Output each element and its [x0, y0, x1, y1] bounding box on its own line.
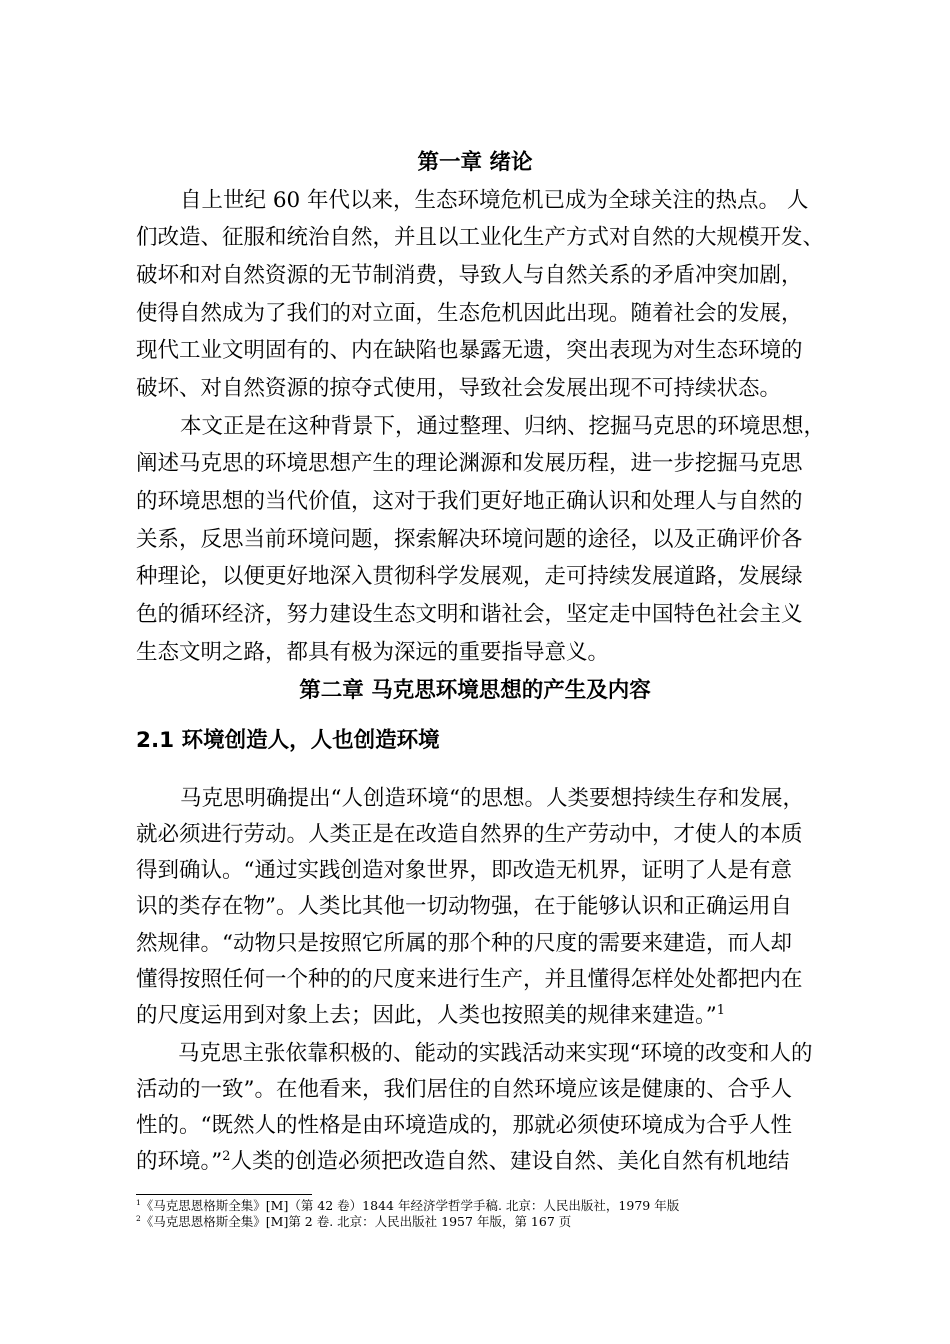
ch1-p2-line-2: 阐述马克思的环境思想产生的理论渊源和发展历程，进一步挖掘马克思 [136, 451, 803, 476]
footnote-2-mark: 2 [136, 1213, 141, 1223]
ch2-p1-line-7-text: 的尺度运用到对象上去；因此，人类也按照美的规律来建造。” [136, 1003, 717, 1028]
chapter-1-title: 第一章 绪论 [417, 150, 533, 175]
ch1-p1-line-5: 现代工业文明固有的、内在缺陷也暴露无遗，突出表现为对生态环境的 [136, 338, 803, 363]
ch1-p2-line-6: 色的循环经济，努力建设生态文明和谐社会，坚定走中国特色社会主义 [136, 602, 803, 627]
ch2-p1-line-2: 就必须进行劳动。人类正是在改造自然界的生产劳动中，才使人的本质 [136, 822, 803, 847]
ch1-p2-line-1: 本文正是在这种背景下，通过整理、归纳、挖掘马克思的环境思想， [180, 414, 826, 439]
footnote-separator [136, 1194, 312, 1195]
footnote-2-text: 《马克思恩格斯全集》[M]第 2 卷. 北京：人民出版社 1957 年版，第 167 页 [140, 1214, 572, 1229]
ch2-p1-line-1: 马克思明确提出“人创造环境“的思想。人类要想持续生存和发展， [180, 786, 804, 811]
ch1-p1-line-4: 使得自然成为了我们的对立面，生态危机因此出现。随着社会的发展， [136, 301, 803, 326]
ch1-p1-line-6: 破坏、对自然资源的掠夺式使用，导致社会发展出现不可持续状态。 [136, 376, 782, 401]
ch2-p1-line-7 [136, 1002, 725, 1028]
ch2-p2-line-2: 活动的一致”。在他看来，我们居住的自然环境应该是健康的、合乎人 [136, 1077, 792, 1102]
ch2-p1-line-3: 得到确认。“通过实践创造对象世界，即改造无机界，证明了人是有意 [136, 858, 792, 883]
ch2-p2-line-4-after: 人类的创造必须把改造自然、建设自然、美化自然有机地结 [230, 1149, 790, 1174]
footnote-1-mark: 1 [136, 1197, 141, 1207]
ch2-p2-line-4 [136, 1148, 790, 1174]
ch2-p1-line-4: 识的类存在物”。人类比其他一切动物强，在于能够认识和正确运用自 [136, 894, 792, 919]
footnote-2 [136, 1213, 572, 1229]
ch2-p2-line-3: 性的。“既然人的性格是由环境造成的，那就必须使环境成为合乎人性 [136, 1113, 792, 1138]
ch2-p2-line-1: 马克思主张依靠积极的、能动的实践活动来实现“环境的改变和人的 [178, 1041, 813, 1066]
section-2-1-title: 2.1 环境创造人，人也创造环境 [136, 728, 440, 753]
footnote-1-text: 《马克思恩格斯全集》[M]（第 42 卷）1844 年经济学哲学手稿. 北京：人民出版社，1979 年版 [140, 1198, 680, 1213]
ch1-p2-line-3: 的环境思想的当代价值，这对于我们更好地正确认识和处理人与自然的 [136, 489, 803, 514]
ch1-p2-line-5: 种理论，以便更好地深入贯彻科学发展观，走可持续发展道路，发展绿 [136, 564, 803, 589]
footnote-ref-2[interactable]: 2 [222, 1148, 231, 1164]
ch1-p1-line-1: 自上世纪 60 年代以来，生态环境危机已成为全球关注的热点。 人 [180, 188, 809, 213]
chapter-2-title: 第二章 马克思环境思想的产生及内容 [299, 678, 651, 703]
ch2-p1-line-5: 然规律。“动物只是按照它所属的那个种的尺度的需要来建造，而人却 [136, 931, 792, 956]
ch1-p2-line-4: 关系，反思当前环境问题，探索解决环境问题的途径，以及正确评价各 [136, 527, 803, 552]
ch1-p1-line-2: 们改造、征服和统治自然，并且以工业化生产方式对自然的大规模开发、 [136, 225, 825, 250]
footnote-1 [136, 1197, 680, 1213]
ch1-p1-line-3: 破坏和对自然资源的无节制消费，导致人与自然关系的矛盾冲突加剧， [136, 263, 803, 288]
ch2-p1-line-6: 懂得按照任何一个种的的尺度来进行生产，并且懂得怎样处处都把内在 [136, 967, 803, 992]
ch2-p2-line-4-before: 的环境。” [136, 1149, 223, 1174]
ch1-p2-line-7: 生态文明之路，都具有极为深远的重要指导意义。 [136, 640, 610, 665]
footnote-ref-1[interactable]: 1 [716, 1002, 725, 1018]
